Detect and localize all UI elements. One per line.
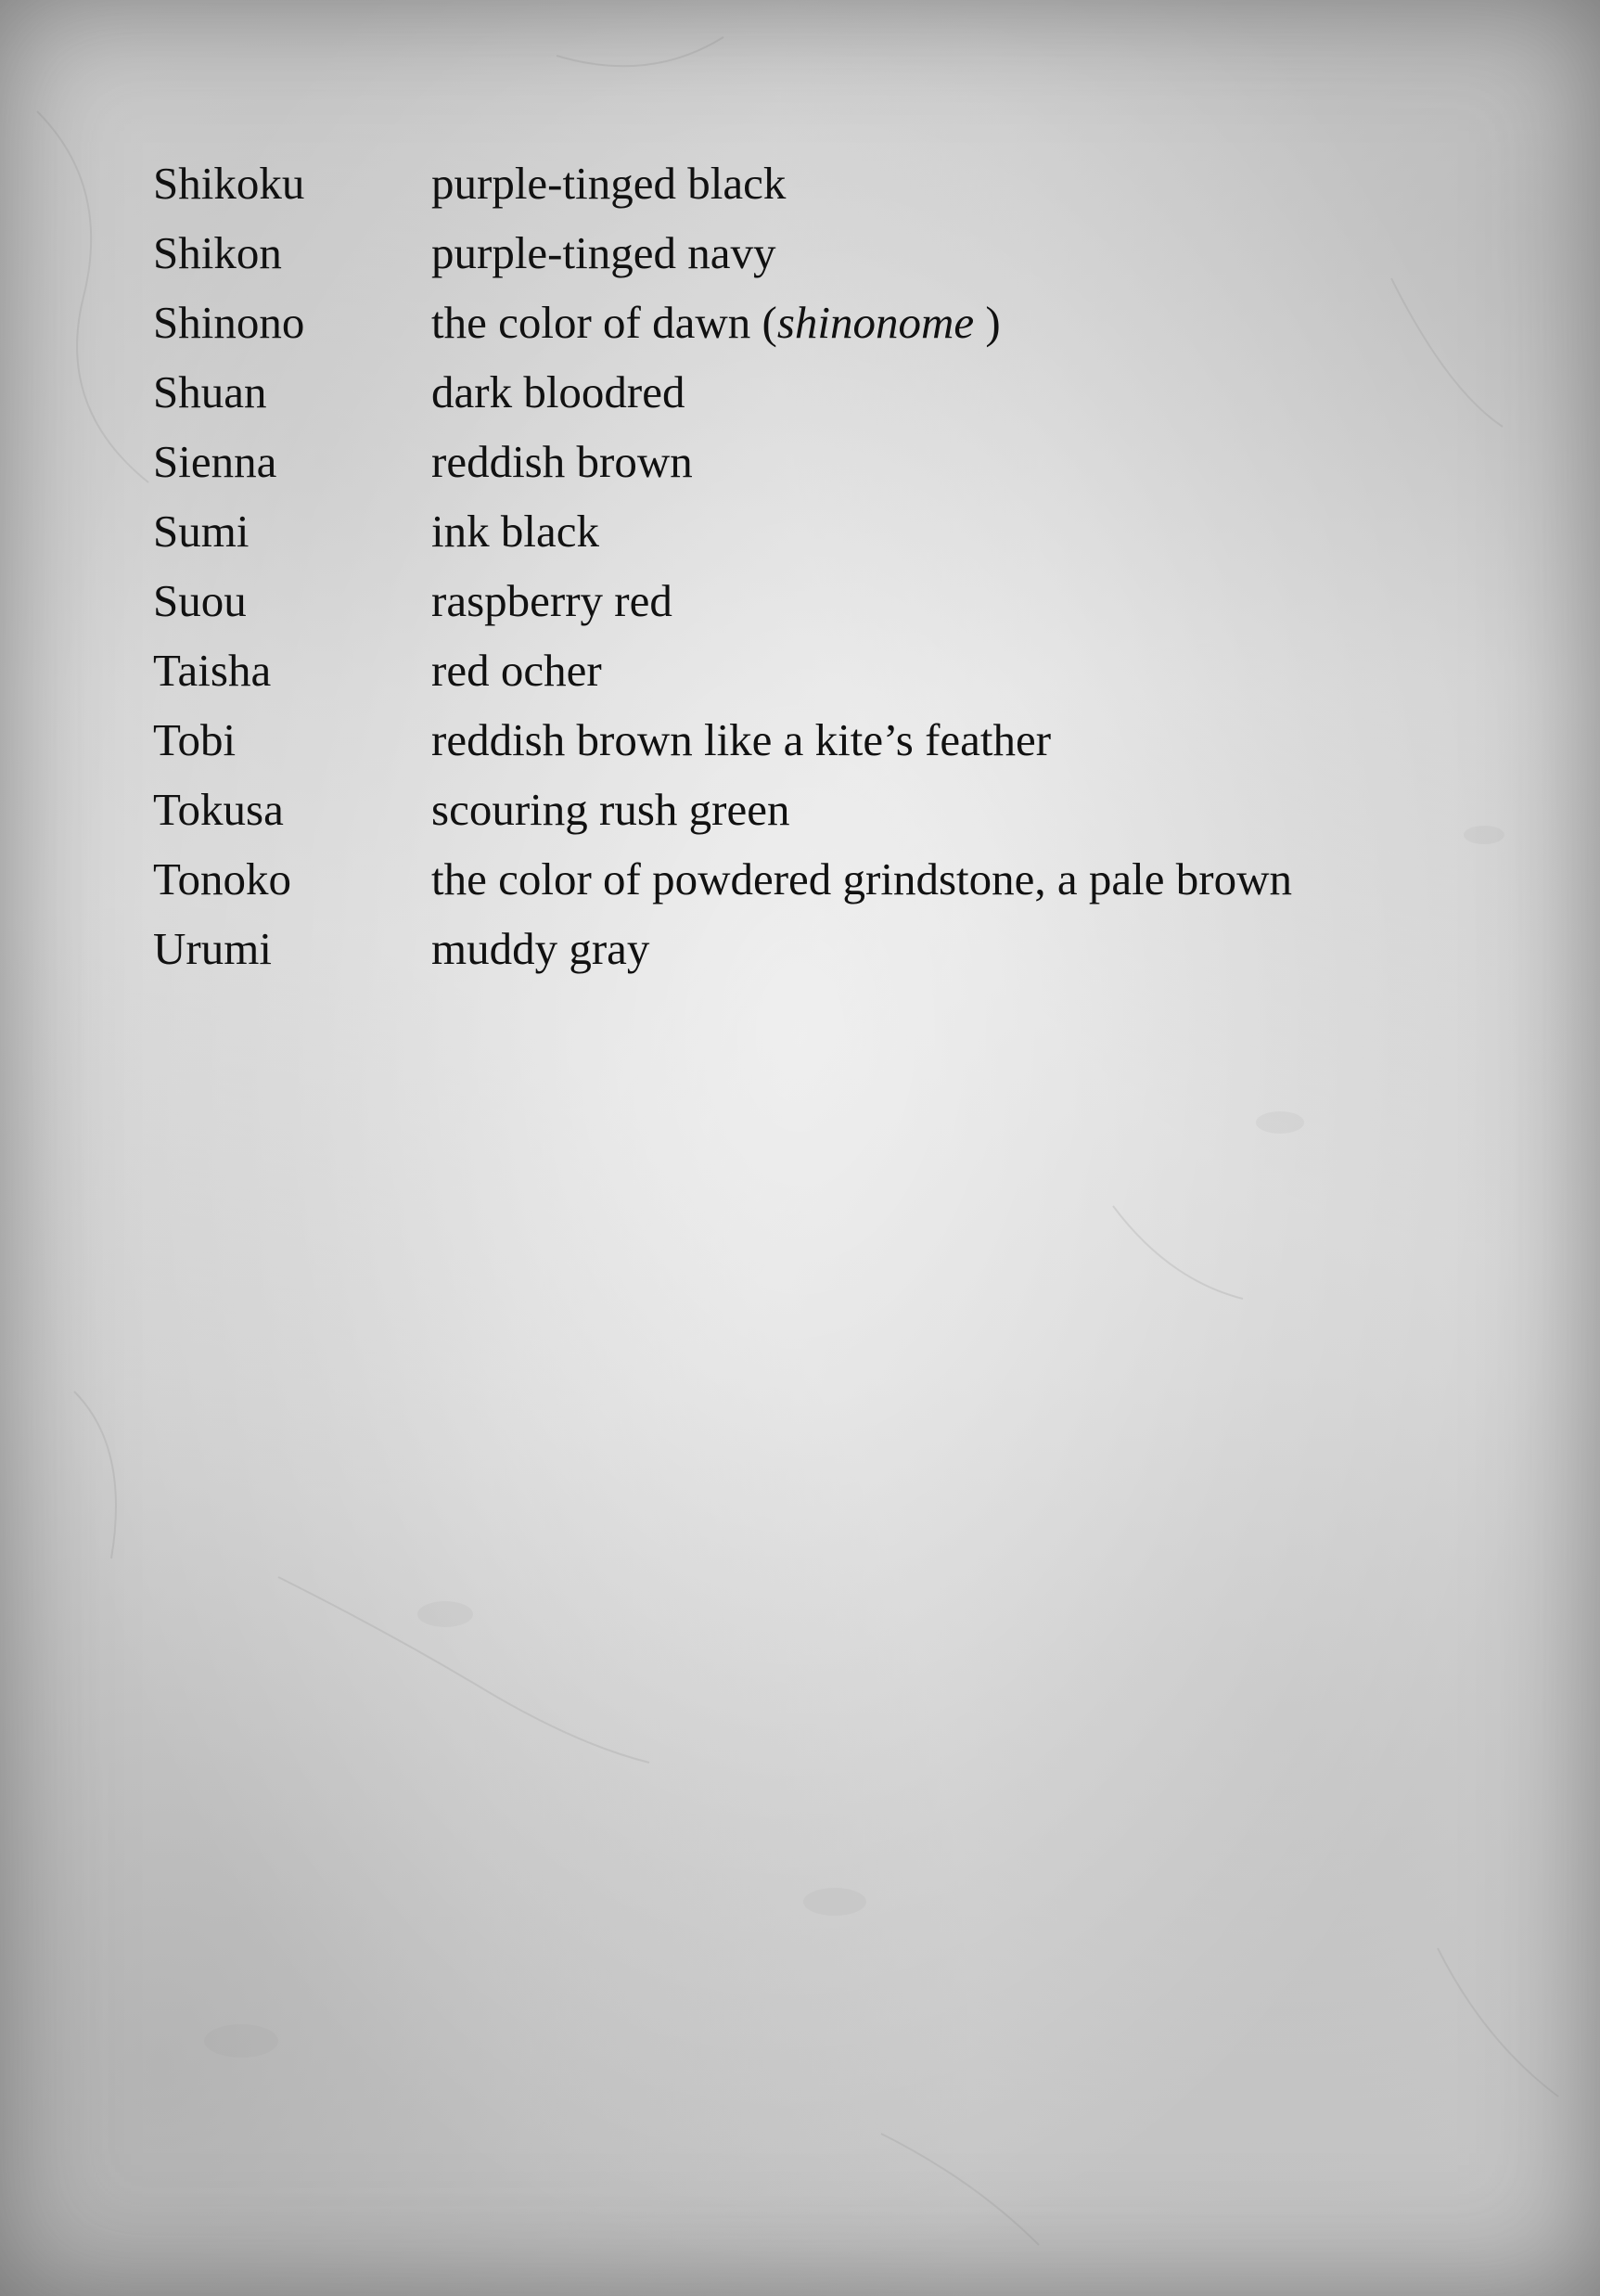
glossary-definition: muddy gray — [431, 923, 650, 974]
glossary-definition: ink black — [431, 506, 599, 557]
glossary-entry — [153, 496, 1470, 566]
definition-suffix: ) — [974, 297, 1001, 348]
glossary-entry — [153, 218, 1470, 288]
glossary-definition: purple-tinged black — [431, 158, 787, 209]
glossary-term: Urumi — [153, 923, 272, 974]
color-glossary-list — [153, 148, 1470, 983]
glossary-entry — [153, 357, 1470, 427]
definition-italic-term: shinonome — [776, 297, 975, 348]
glossary-entry — [153, 775, 1470, 844]
glossary-term: Taisha — [153, 645, 272, 696]
glossary-definition: the color of powdered grindstone, a pale brown — [431, 853, 1292, 904]
glossary-term: Sumi — [153, 506, 250, 557]
glossary-definition — [431, 288, 1001, 357]
glossary-term: Tonoko — [153, 853, 292, 904]
glossary-definition: purple-tinged navy — [431, 227, 776, 278]
glossary-term: Shikoku — [153, 158, 305, 209]
glossary-entry — [153, 914, 1470, 983]
glossary-definition: dark bloodred — [431, 366, 685, 417]
definition-prefix: the color of dawn ( — [431, 297, 777, 348]
glossary-term: Tokusa — [153, 784, 284, 835]
glossary-entry — [153, 705, 1470, 775]
glossary-term: Shinono — [153, 297, 305, 348]
glossary-entry — [153, 148, 1470, 218]
glossary-definition: reddish brown like a kite’s feather — [431, 714, 1052, 765]
glossary-definition: raspberry red — [431, 575, 672, 626]
glossary-term: Suou — [153, 575, 247, 626]
glossary-term: Shuan — [153, 366, 267, 417]
glossary-entry — [153, 288, 1470, 357]
glossary-entry — [153, 566, 1470, 635]
glossary-definition: reddish brown — [431, 436, 693, 487]
glossary-term: Tobi — [153, 714, 237, 765]
glossary-entry — [153, 844, 1470, 914]
glossary-definition: red ocher — [431, 645, 602, 696]
glossary-term: Shikon — [153, 227, 282, 278]
glossary-entry — [153, 427, 1470, 496]
glossary-definition: scouring rush green — [431, 784, 790, 835]
glossary-term: Sienna — [153, 436, 277, 487]
glossary-entry — [153, 635, 1470, 705]
